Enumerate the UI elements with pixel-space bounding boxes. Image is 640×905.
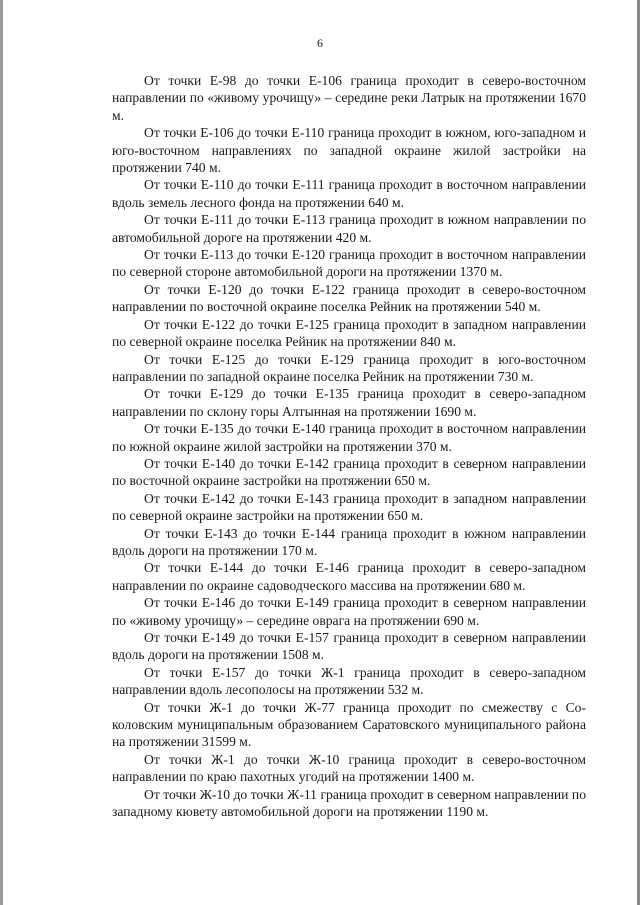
paragraph: От точки Ж-1 до точки Ж-10 граница проходит в северо-восточном направлении по краю пахотных угодий на протяжении 1400 м. [112,751,586,785]
paragraph: От точки Е-146 до точки Е-149 граница проходит в северном направлении по «живому урочищу» – середине оврага на протяжении 690 м. [112,595,586,628]
paragraph: От точки Ж-10 до точки Ж-11 граница проходит в северном направлении по западному кювету автомобильной дороги на протяжении 1190 м. [112,786,586,820]
paragraph: От точки Е-122 до точки Е-125 граница проходит в западном направлении по северной окраине поселка Рейник на протяжении 840 м. [112,316,586,350]
paragraph: От точки Е-125 до точки Е-129 граница проходит в юго-восточном направлении по западной окраине поселка Рейник на протяжении 730 м. [112,351,586,384]
document-body [112,72,586,820]
paragraph: От точки Е-111 до точки Е-113 граница проходит в южном направлении по автомобильной дороге на протяжении 420 м. [112,212,586,245]
page-number: 6 [317,36,323,50]
paragraph: От точки Е-157 до точки Ж-1 граница проходит в северо-западном направлении вдоль лесополосы на протяжении 532 м. [112,664,586,698]
paragraph: От точки Е-142 до точки Е-143 граница проходит в западном направлении по северной окраине застройки на протяжении 650 м. [112,490,586,524]
paragraph: От точки Е-98 до точки Е-106 граница проходит в северо-восточном направлении по «живому урочищу» – середине реки Латрык на протяжении 1670 м. [112,73,586,123]
paragraph: От точки Е-120 до точки Е-122 граница проходит в северо-восточном направлении по восточной окраине поселка Рейник на протяжении 540 м. [112,281,586,315]
paragraph: От точки Ж-1 до точки Ж-77 граница проходит по смежеству с Соколовским муниципальным образованием Саратовского муниципального района на протяжении 31599 м. [112,699,586,750]
paragraph: От точки Е-106 до точки Е-110 граница проходит в южном, юго-западном и юго-восточном направлениях по западной окраине жилой застройки на протяжении 740 м. [112,125,586,176]
paragraph: От точки Е-135 до точки Е-140 граница проходит в восточном направлении по южной окраине жилой застройки на протяжении 370 м. [112,421,586,454]
paragraph: От точки Е-149 до точки Е-157 граница проходит в северном направлении вдоль дороги на протяжении 1508 м. [112,630,586,663]
scan-edge-left [0,0,3,905]
paragraph: От точки Е-143 до точки Е-144 граница проходит в южном направлении вдоль дороги на протяжении 170 м. [112,525,586,558]
paragraph: От точки Е-113 до точки Е-120 граница проходит в восточном направлении по северной стороне автомобильной дороги на протяжении 1370 м. [112,247,586,280]
paragraph: От точки Е-144 до точки Е-146 граница проходит в северо-западном направлении по окраине садоводческого массива на протяжении 680 м. [112,560,586,593]
paragraph: От точки Е-110 до точки Е-111 граница проходит в восточном направлении вдоль земель лесного фонда на протяжении 640 м. [112,177,586,210]
paragraph: От точки Е-140 до точки Е-142 граница проходит в северном направлении по восточной окраине застройки на протяжении 650 м. [112,455,586,489]
paragraph: От точки Е-129 до точки Е-135 граница проходит в северо-западном направлении по склону горы Алтынная на протяжении 1690 м. [112,386,586,419]
